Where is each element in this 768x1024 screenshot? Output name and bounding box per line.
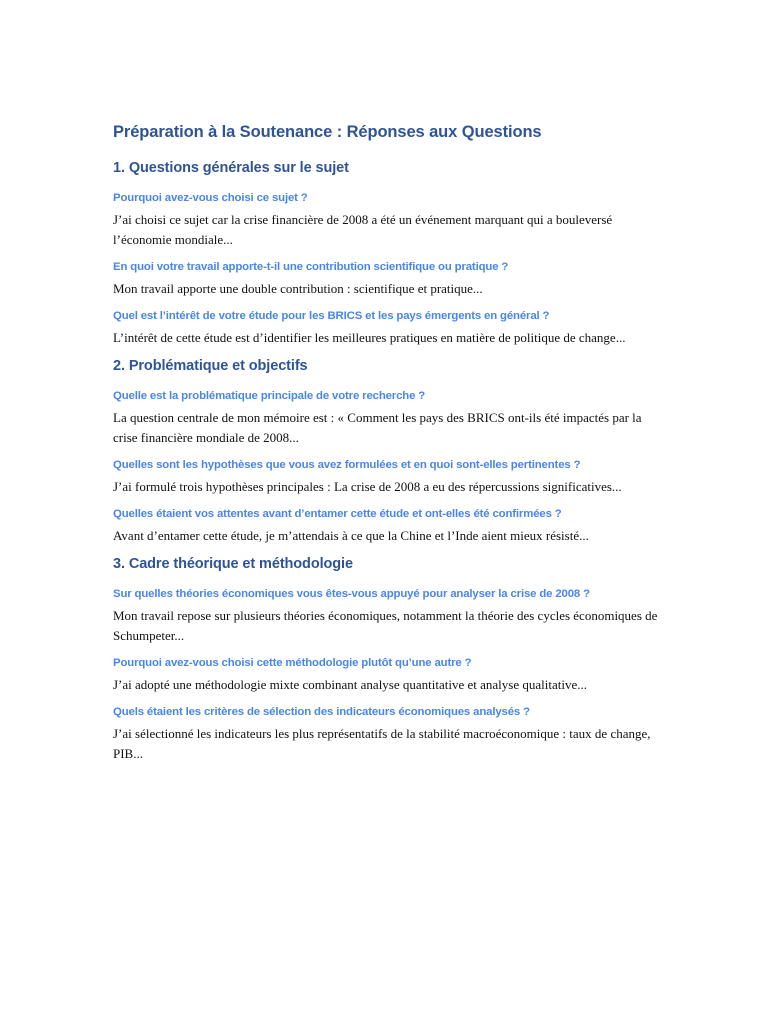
qa-item xyxy=(113,587,658,646)
section-heading: 2. Problématique et objectifs xyxy=(113,358,308,374)
answer-text: J’ai adopté une méthodologie mixte combinant analyse quantitative et analyse qualitative... xyxy=(113,677,587,692)
answer-text: La question centrale de mon mémoire est : « Comment les pays des BRICS ont-ils été impactés par la crise financière mondiale de 2008... xyxy=(113,410,642,445)
answer-text: Mon travail apporte une double contribution : scientifique et pratique... xyxy=(113,281,483,296)
qa-item xyxy=(113,507,658,546)
qa-item xyxy=(113,389,658,448)
section-theory-methodology xyxy=(113,556,658,764)
answer-text: J’ai formulé trois hypothèses principales : La crise de 2008 a eu des répercussions significatives... xyxy=(113,479,622,494)
answer-text: Avant d’entamer cette étude, je m’attendais à ce que la Chine et l’Inde aient mieux résisté... xyxy=(113,528,589,543)
qa-item xyxy=(113,309,658,348)
answer-text: L’intérêt de cette étude est d’identifier les meilleures pratiques en matière de politique de change... xyxy=(113,330,626,345)
section-general-questions xyxy=(113,160,658,348)
question-text: Quelles sont les hypothèses que vous avez formulées et en quoi sont-elles pertinentes ? xyxy=(113,459,581,471)
qa-item xyxy=(113,260,658,299)
question-text: Quel est l’intérêt de votre étude pour les BRICS et les pays émergents en général ? xyxy=(113,310,550,322)
section-heading: 3. Cadre théorique et méthodologie xyxy=(113,556,353,572)
answer-text: Mon travail repose sur plusieurs théories économiques, notamment la théorie des cycles économiques de Schumpeter... xyxy=(113,608,658,643)
qa-item xyxy=(113,458,658,497)
question-text: En quoi votre travail apporte-t-il une contribution scientifique ou pratique ? xyxy=(113,261,509,273)
answer-text: J’ai choisi ce sujet car la crise financière de 2008 a été un événement marquant qui a bouleversé l’économie mondiale... xyxy=(113,212,613,247)
question-text: Pourquoi avez-vous choisi cette méthodologie plutôt qu’une autre ? xyxy=(113,657,472,669)
question-text: Sur quelles théories économiques vous êtes-vous appuyé pour analyser la crise de 2008 ? xyxy=(113,588,590,600)
answer-text: J’ai sélectionné les indicateurs les plus représentatifs de la stabilité macroéconomique : taux de change, PIB... xyxy=(113,726,651,761)
qa-item xyxy=(113,191,658,250)
question-text: Quels étaient les critères de sélection des indicateurs économiques analysés ? xyxy=(113,706,530,718)
qa-item xyxy=(113,656,658,695)
document-title: Préparation à la Soutenance : Réponses aux Questions xyxy=(113,123,542,141)
question-text: Pourquoi avez-vous choisi ce sujet ? xyxy=(113,192,308,204)
section-heading: 1. Questions générales sur le sujet xyxy=(113,160,349,176)
question-text: Quelles étaient vos attentes avant d’entamer cette étude et ont-elles été confirmées ? xyxy=(113,508,562,520)
section-problem-objectives xyxy=(113,358,658,546)
question-text: Quelle est la problématique principale de votre recherche ? xyxy=(113,390,426,402)
qa-item xyxy=(113,705,658,764)
